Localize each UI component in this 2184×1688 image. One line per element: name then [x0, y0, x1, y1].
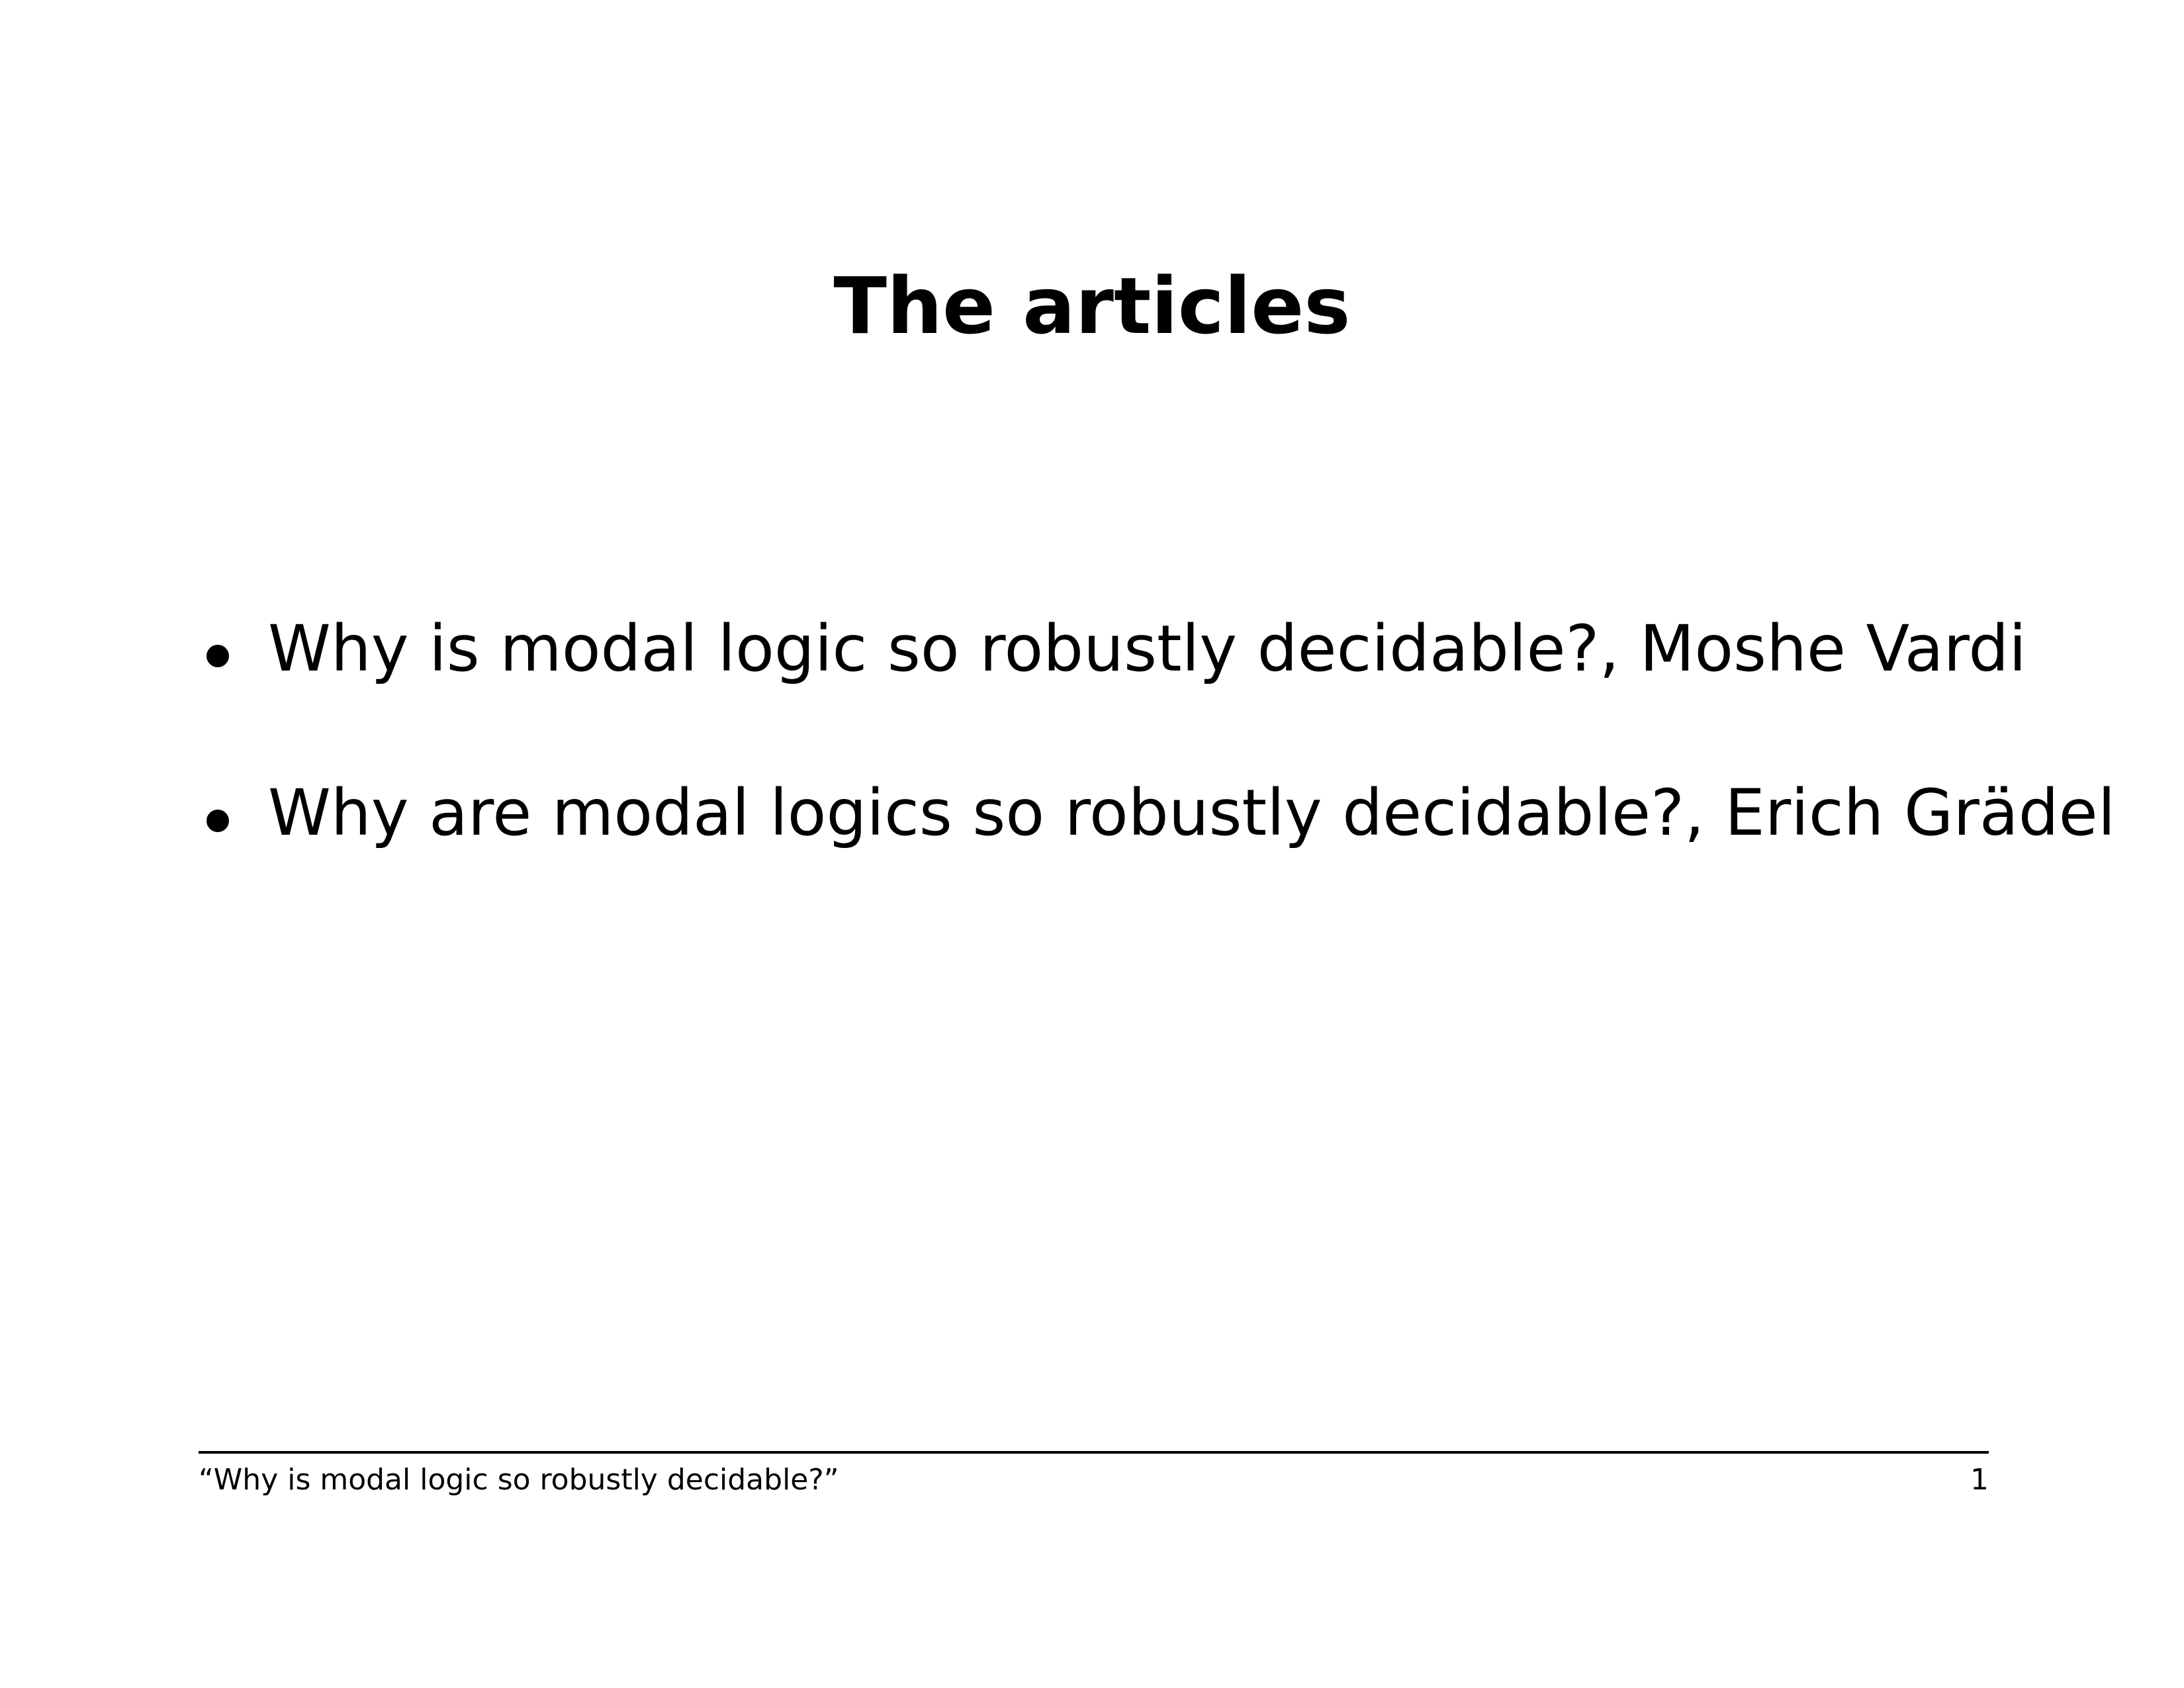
slide-title: The articles: [833, 260, 1351, 352]
bullet-icon: [206, 645, 229, 667]
article-list: [199, 612, 2116, 941]
list-item-text: Why are modal logics so robustly decidable?, Erich Grädel: [268, 776, 2116, 851]
page-number: 1: [1970, 1463, 1989, 1497]
footer-running-title: “Why is modal logic so robustly decidable?”: [199, 1463, 839, 1497]
footer-divider: [199, 1451, 1989, 1454]
list-item: [199, 612, 2052, 685]
list-item: [199, 776, 2116, 851]
bullet-icon: [206, 810, 229, 832]
list-item-text: Why is modal logic so robustly decidable?, Moshe Vardi: [268, 612, 2026, 686]
